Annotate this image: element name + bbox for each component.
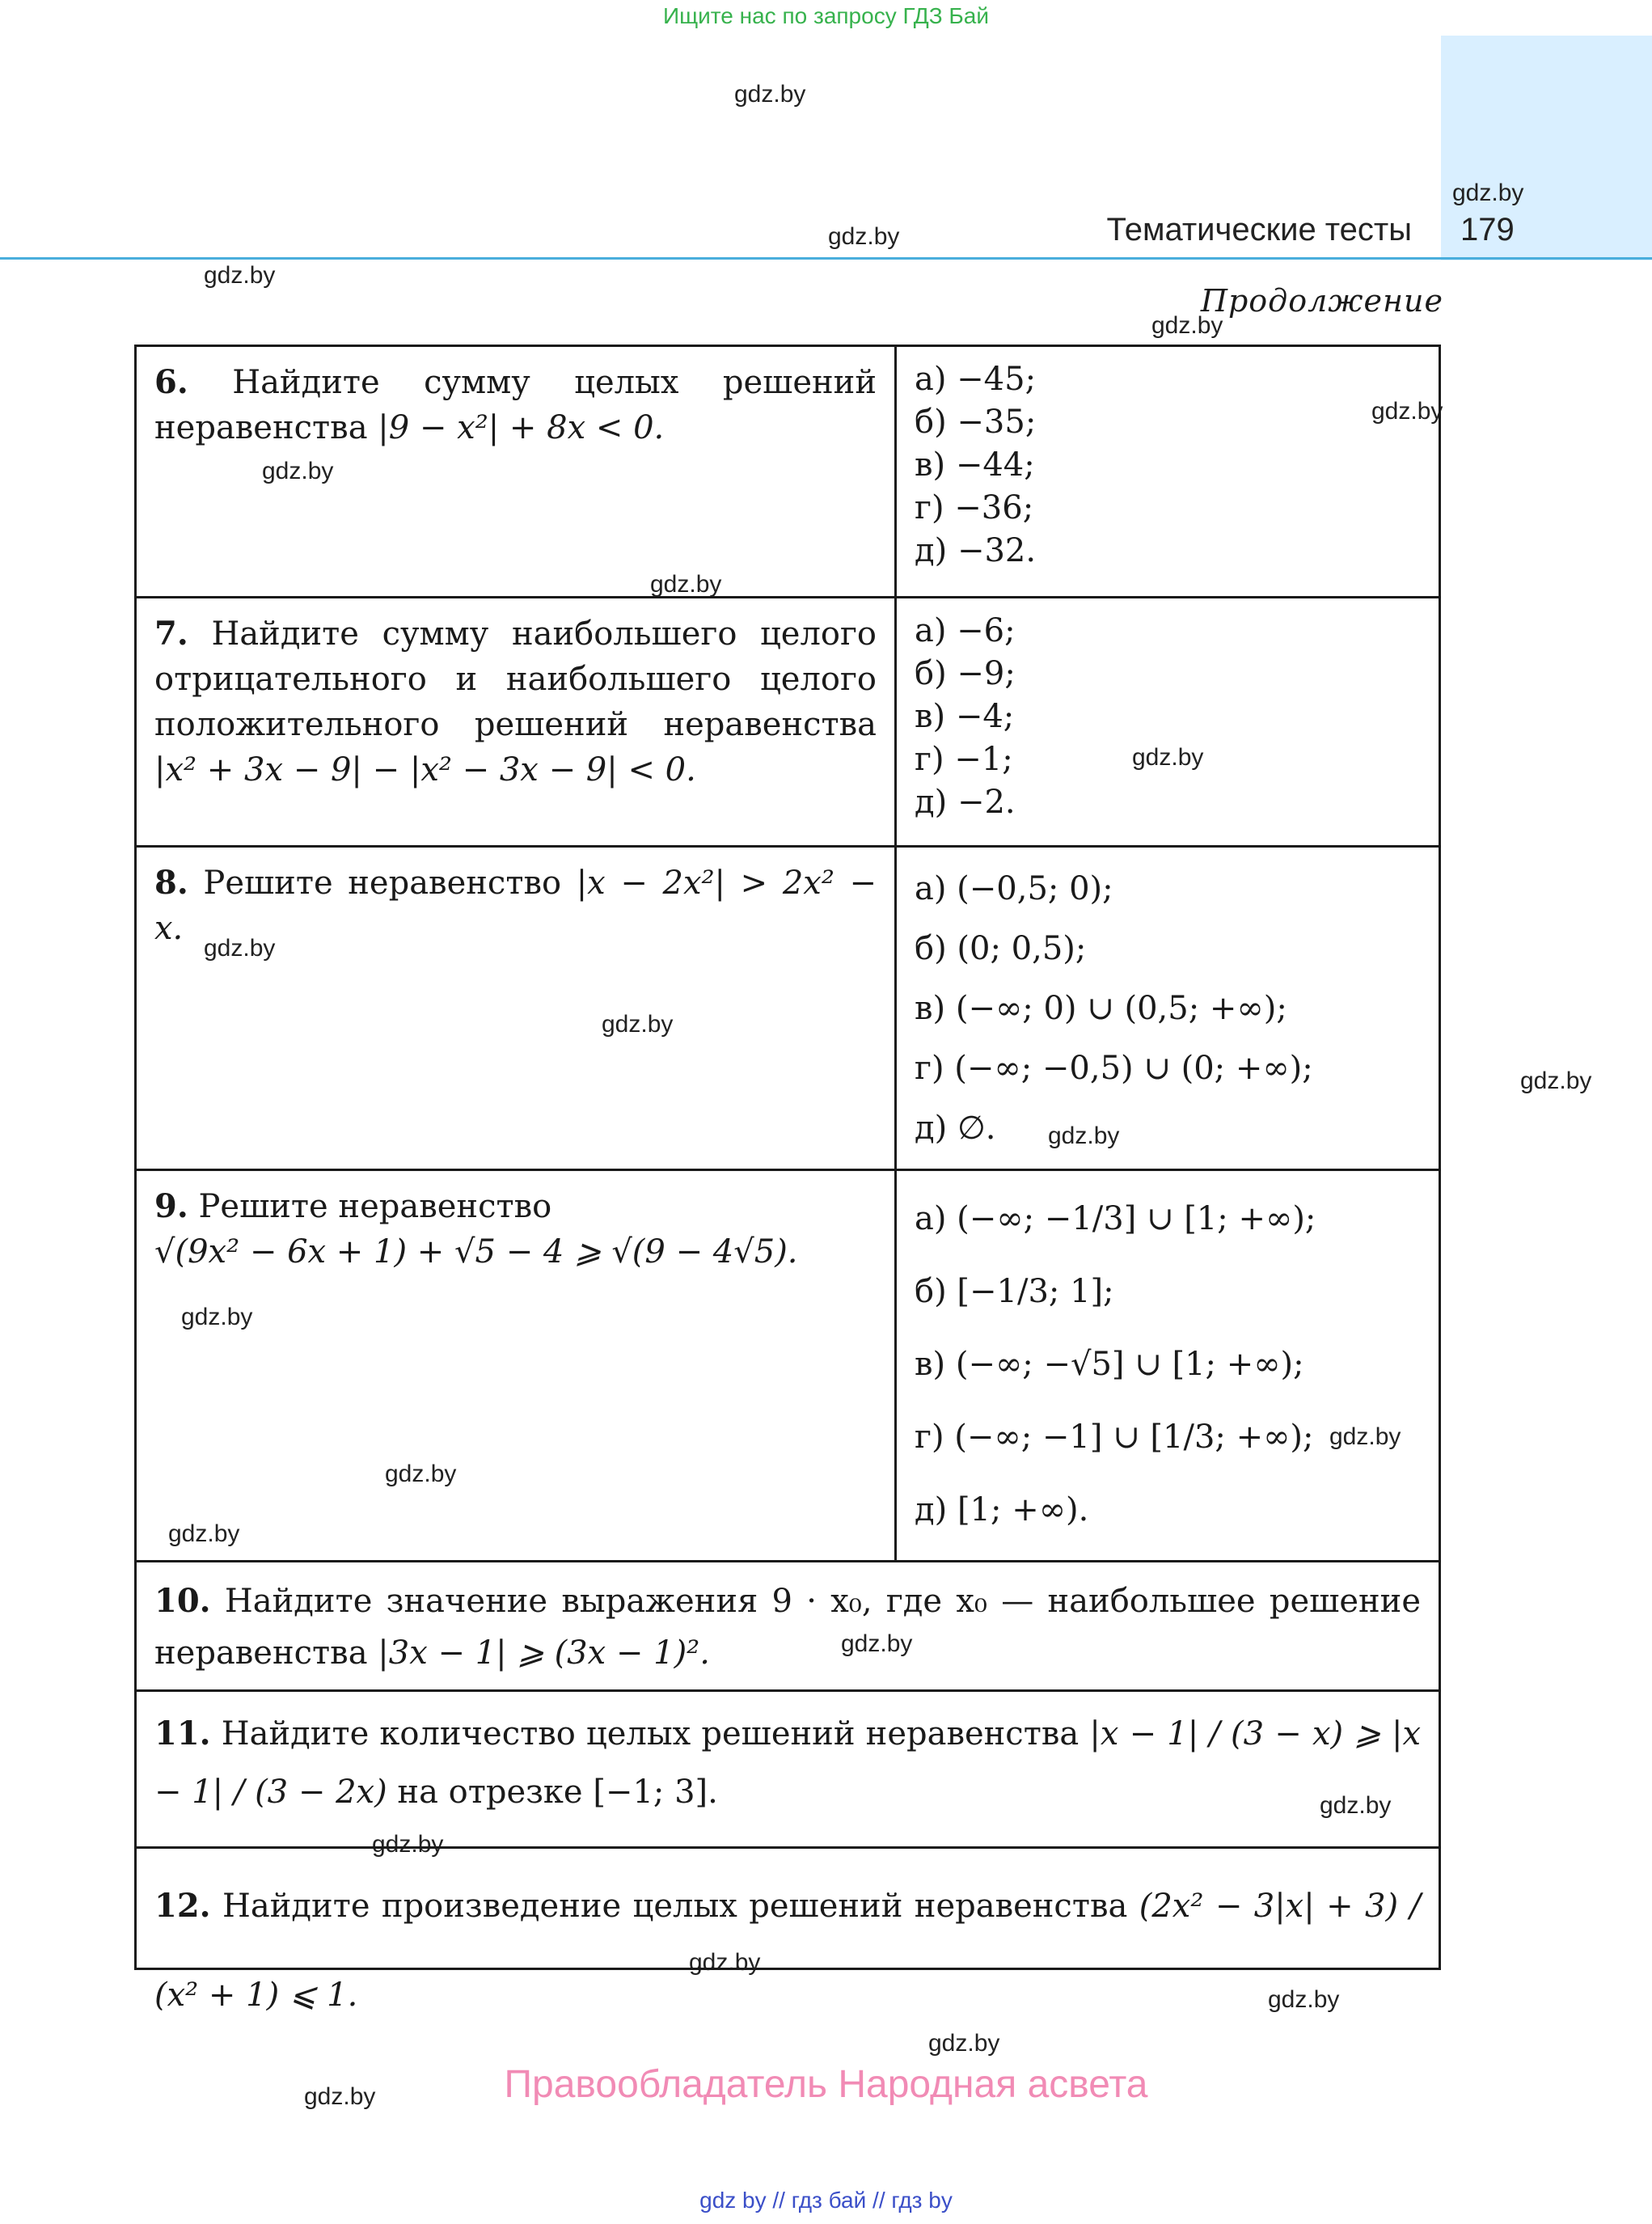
question-number: 6. xyxy=(154,363,188,401)
watermark: gdz.by xyxy=(734,81,806,108)
footer-links[interactable]: gdz by // гдз бай // гдз by xyxy=(699,2188,953,2213)
question-row-6 xyxy=(137,347,1439,596)
continued-label: Продолжение xyxy=(1200,283,1443,319)
page-number: 179 xyxy=(1460,212,1515,247)
answer-option[interactable]: а) (−∞; −1/3] ∪ [1; +∞); xyxy=(915,1200,1316,1237)
answer-option[interactable]: г) −36; xyxy=(915,489,1034,526)
answer-option[interactable]: в) (−∞; 0) ∪ (0,5; +∞); xyxy=(915,990,1287,1027)
answer-option[interactable]: в) −4; xyxy=(915,698,1015,735)
answer-option[interactable]: б) (0; 0,5); xyxy=(915,930,1087,967)
watermark: gdz.by xyxy=(372,1831,444,1858)
watermark: gdz.by xyxy=(1132,744,1204,771)
question-math: |9 − x²| + 8x < 0. xyxy=(378,409,665,446)
answer-option[interactable]: в) (−∞; −√5] ∪ [1; +∞); xyxy=(915,1346,1304,1383)
answer-option[interactable]: г) −1; xyxy=(915,741,1013,778)
question-number: 11. xyxy=(154,1715,211,1753)
answer-option[interactable]: д) −2. xyxy=(915,784,1016,821)
answer-option[interactable]: д) −32. xyxy=(915,532,1037,569)
answer-options-7 xyxy=(897,598,1439,845)
watermark: gdz.by xyxy=(204,262,276,289)
watermark: gdz.by xyxy=(1329,1423,1401,1450)
question-row-7 xyxy=(137,596,1439,845)
watermark: gdz.by xyxy=(262,458,334,484)
running-head: Тематические тесты xyxy=(1106,212,1412,247)
watermark: gdz.by xyxy=(1452,180,1524,206)
watermark: gdz.by xyxy=(689,1949,761,1976)
copyright-notice: Правообладатель Народная асвета xyxy=(504,2063,1148,2106)
question-number: 9. xyxy=(154,1187,188,1225)
question-row-9 xyxy=(137,1169,1439,1560)
answer-option[interactable]: г) (−∞; −1] ∪ [1/3; +∞); xyxy=(915,1419,1314,1456)
question-text: Решите неравенство xyxy=(203,865,562,902)
question-row-11 xyxy=(137,1689,1439,1846)
question-math: |3x − 1| ⩾ (3x − 1)². xyxy=(378,1634,710,1672)
watermark: gdz.by xyxy=(1048,1123,1120,1149)
question-math: (2x² − 3|x| + 3) / (x² + 1) ⩽ 1. xyxy=(154,1888,1422,2014)
answer-option[interactable]: г) (−∞; −0,5) ∪ (0; +∞); xyxy=(915,1050,1313,1087)
watermark: gdz.by xyxy=(304,2083,376,2110)
watermark: gdz.by xyxy=(1520,1068,1592,1094)
question-7 xyxy=(137,598,897,845)
answer-option[interactable]: в) −44; xyxy=(915,446,1035,484)
question-tail: на отрезке [−1; 3]. xyxy=(397,1774,718,1811)
question-math: |x − 2x²| > 2x² − x. xyxy=(154,865,877,947)
answer-option[interactable]: д) ∅. xyxy=(915,1110,996,1147)
watermark: gdz.by xyxy=(204,935,276,962)
watermark: gdz.by xyxy=(1371,398,1443,425)
question-number: 10. xyxy=(154,1582,211,1620)
answer-option[interactable]: д) [1; +∞). xyxy=(915,1491,1089,1528)
answer-option[interactable]: б) −35; xyxy=(915,404,1037,441)
watermark: gdz.by xyxy=(181,1304,253,1330)
header-rule xyxy=(0,257,1652,260)
question-text: Найдите количество целых решений неравенства xyxy=(221,1715,1080,1753)
answer-option[interactable]: а) (−0,5; 0); xyxy=(915,870,1113,907)
answer-option[interactable]: а) −6; xyxy=(915,612,1016,649)
question-text: Найдите сумму целых решений неравенства xyxy=(154,364,877,446)
watermark: gdz.by xyxy=(828,223,900,250)
question-text: Найдите произведение целых решений неравенства xyxy=(222,1888,1128,1925)
question-math: |x² + 3x − 9| − |x² − 3x − 9| < 0. xyxy=(154,751,696,789)
watermark: gdz.by xyxy=(1151,312,1223,339)
watermark: gdz.by xyxy=(1320,1792,1392,1819)
watermark: gdz.by xyxy=(168,1520,240,1547)
watermark: gdz.by xyxy=(1268,1986,1340,2013)
answer-options-8 xyxy=(897,848,1439,1169)
question-8 xyxy=(137,848,897,1169)
watermark: gdz.by xyxy=(385,1461,457,1487)
question-10 xyxy=(137,1562,1439,1689)
question-number: 8. xyxy=(154,864,188,902)
question-row-8 xyxy=(137,845,1439,1169)
answer-options-6 xyxy=(897,347,1439,596)
top-banner: Ищите нас по запросу ГДЗ Бай xyxy=(662,3,990,28)
question-math: √(9x² − 6x + 1) + √5 − 4 ⩾ √(9 − 4√5). xyxy=(154,1233,798,1271)
question-text: Решите неравенство xyxy=(198,1188,552,1225)
answer-options-9 xyxy=(897,1171,1439,1560)
question-6 xyxy=(137,347,897,596)
question-row-10 xyxy=(137,1560,1439,1689)
question-math: |x − 1| / (3 − x) ⩾ |x − 1| / (3 − 2x) xyxy=(154,1715,1422,1811)
question-9 xyxy=(137,1171,897,1560)
watermark: gdz.by xyxy=(928,2030,1000,2057)
answer-option[interactable]: а) −45; xyxy=(915,361,1037,398)
question-text: Найдите значение выражения 9 · x₀, где x₀ — наибольшее решение неравенства xyxy=(154,1583,1421,1672)
question-text: Найдите сумму наибольшего целого отрицательного и наибольшего целого положительного решений неравенства xyxy=(154,615,877,743)
answer-option[interactable]: б) [−1/3; 1]; xyxy=(915,1273,1114,1310)
answer-option[interactable]: б) −9; xyxy=(915,655,1016,692)
question-number: 7. xyxy=(154,615,188,653)
watermark: gdz.by xyxy=(650,571,722,598)
question-11 xyxy=(137,1692,1439,1846)
watermark: gdz.by xyxy=(841,1630,913,1657)
question-number: 12. xyxy=(154,1887,211,1925)
watermark: gdz.by xyxy=(602,1011,674,1038)
